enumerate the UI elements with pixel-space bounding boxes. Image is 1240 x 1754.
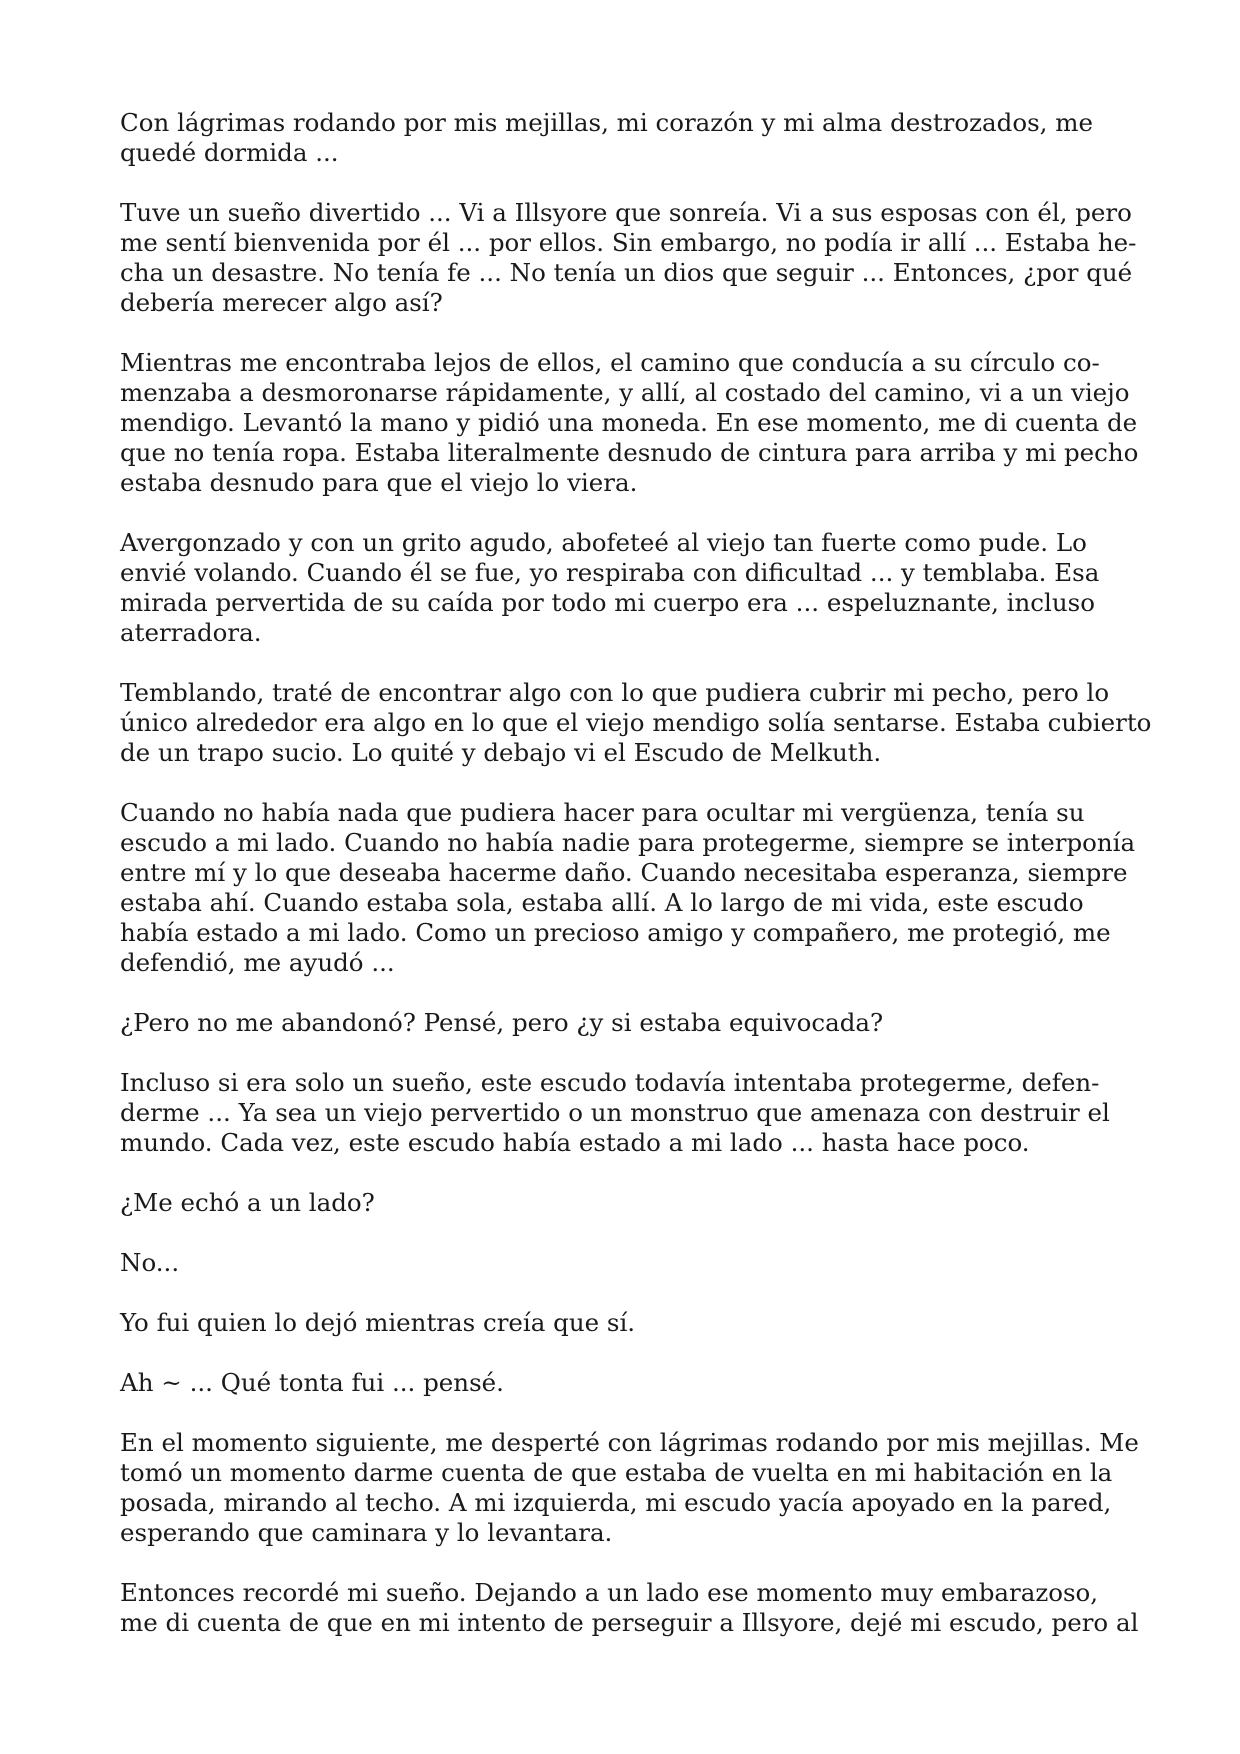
text-line: había estado a mi lado. Como un precioso amigo y compañero, me protegió, me <box>120 918 1111 947</box>
text-line: En el momento siguiente, me desperté con lágrimas rodando por mis mejillas. Me <box>120 1428 1139 1457</box>
text-line: esperando que caminara y lo levantara. <box>120 1518 613 1547</box>
text-line: estaba ahí. Cuando estaba sola, estaba allí. A lo largo de mi vida, este escudo <box>120 888 1084 917</box>
text-line: mendigo. Levantó la mano y pidió una moneda. En ese momento, me di cuenta de <box>120 408 1138 437</box>
paragraph <box>120 1368 1126 1398</box>
text-line: menzaba a desmoronarse rápidamente, y allí, al costado del camino, vi a un viejo <box>120 378 1130 407</box>
paragraph <box>120 1008 1126 1038</box>
text-line: Tuve un sueño divertido ... Vi a Illsyore que sonreía. Vi a sus esposas con él, pero <box>120 198 1132 227</box>
paragraph <box>120 1428 1139 1548</box>
text-line: quedé dormida ... <box>120 138 339 167</box>
paragraph <box>120 528 1126 648</box>
paragraph <box>120 1248 1126 1278</box>
text-line: envié volando. Cuando él se fue, yo respiraba con dificultad ... y temblaba. Esa <box>120 558 1100 587</box>
text-line: cha un desastre. No tenía fe ... No tenía un dios que seguir ... Entonces, ¿por qué <box>120 258 1133 287</box>
text-line: tomó un momento darme cuenta de que estaba de vuelta en mi habitación en la <box>120 1458 1113 1487</box>
text-line: Temblando, traté de encontrar algo con lo que pudiera cubrir mi pecho, pero lo <box>120 678 1110 707</box>
text-line: me sentí bienvenida por él ... por ellos. Sin embargo, no podía ir allí ... Estaba he- <box>120 228 1137 257</box>
text-line: Ah ~ ... Qué tonta fui ... pensé. <box>120 1368 504 1397</box>
paragraph <box>120 198 1137 318</box>
text-line: ¿Me echó a un lado? <box>120 1188 375 1217</box>
text-line: escudo a mi lado. Cuando no había nadie para protegerme, siempre se interponía <box>120 828 1136 857</box>
text-line: estaba desnudo para que el viejo lo viera. <box>120 468 638 497</box>
text-line: Mientras me encontraba lejos de ellos, el camino que conducía a su círculo co- <box>120 348 1100 377</box>
paragraph <box>120 798 1136 978</box>
text-line: entre mí y lo que deseaba hacerme daño. Cuando necesitaba esperanza, siempre <box>120 858 1128 887</box>
paragraph <box>120 1188 1126 1218</box>
text-line: Entonces recordé mi sueño. Dejando a un lado ese momento muy embarazoso, <box>120 1578 1099 1607</box>
paragraph <box>120 348 1139 498</box>
text-line: Avergonzado y con un grito agudo, abofeteé al viejo tan fuerte como pude. Lo <box>120 528 1087 557</box>
paragraph <box>120 1068 1126 1158</box>
text-line: me di cuenta de que en mi intento de perseguir a Illsyore, dejé mi escudo, pero al <box>120 1608 1139 1637</box>
text-line: mundo. Cada vez, este escudo había estado a mi lado ... hasta hace poco. <box>120 1128 1030 1157</box>
paragraph <box>120 1308 1126 1338</box>
text-line: ¿Pero no me abandonó? Pensé, pero ¿y si estaba equivocada? <box>120 1008 884 1037</box>
paragraph <box>120 678 1152 768</box>
text-line: aterradora. <box>120 618 262 647</box>
text-line: Yo fui quien lo dejó mientras creía que sí. <box>120 1308 636 1337</box>
paragraph <box>120 1578 1139 1638</box>
text-line: de un trapo sucio. Lo quité y debajo vi el Escudo de Melkuth. <box>120 738 882 767</box>
paragraph <box>120 108 1126 168</box>
document-page <box>120 108 1152 1668</box>
text-line: Cuando no había nada que pudiera hacer para ocultar mi vergüenza, tenía su <box>120 798 1085 827</box>
text-line: debería merecer algo así? <box>120 288 443 317</box>
text-line: No... <box>120 1248 180 1277</box>
text-line: que no tenía ropa. Estaba literalmente desnudo de cintura para arriba y mi pecho <box>120 438 1139 467</box>
text-line: Con lágrimas rodando por mis mejillas, mi corazón y mi alma destrozados, me <box>120 108 1093 137</box>
text-line: único alrededor era algo en lo que el viejo mendigo solía sentarse. Estaba cubierto <box>120 708 1152 737</box>
text-line: posada, mirando al techo. A mi izquierda, mi escudo yacía apoyado en la pared, <box>120 1488 1112 1517</box>
text-line: defendió, me ayudó ... <box>120 948 395 977</box>
text-line: mirada pervertida de su caída por todo mi cuerpo era ... espeluznante, incluso <box>120 588 1095 617</box>
text-line: derme ... Ya sea un viejo pervertido o un monstruo que amenaza con destruir el <box>120 1098 1110 1127</box>
text-line: Incluso si era solo un sueño, este escudo todavía intentaba protegerme, defen- <box>120 1068 1100 1097</box>
